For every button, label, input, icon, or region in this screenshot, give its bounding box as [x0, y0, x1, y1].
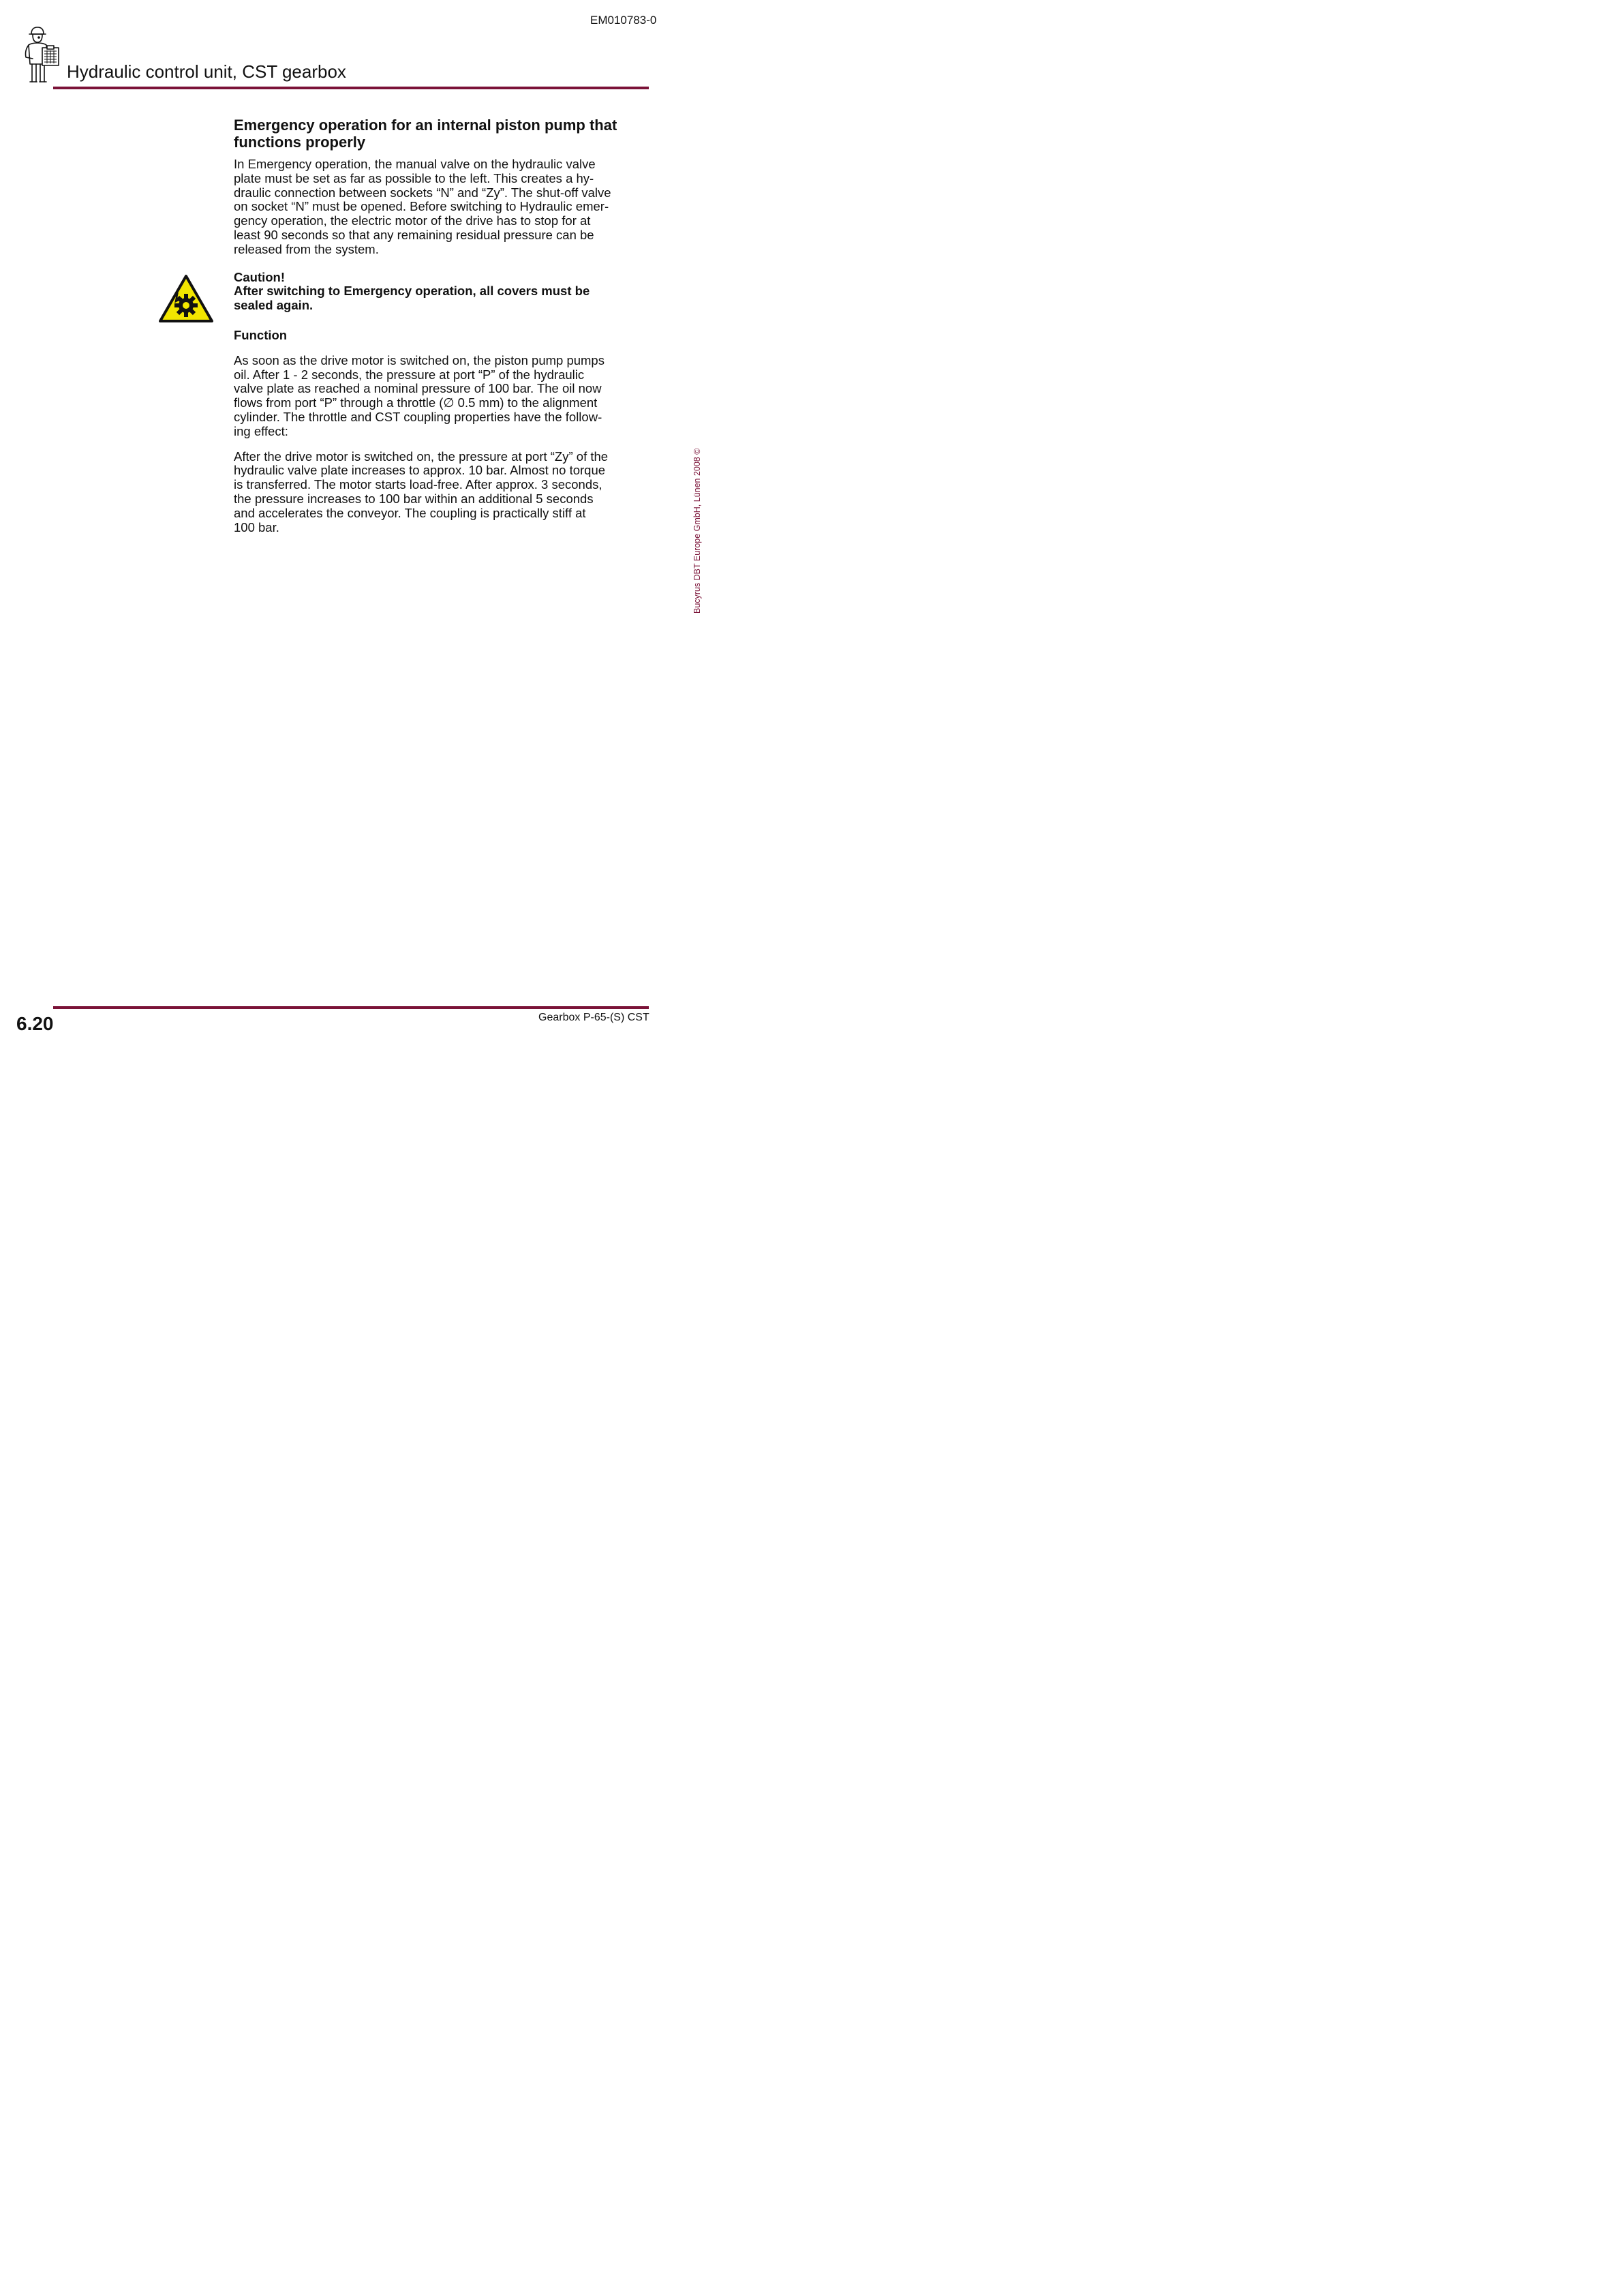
main-content	[234, 117, 651, 545]
text-line: the pressure increases to 100 bar within an additional 5 seconds	[234, 491, 594, 506]
header-rule	[53, 87, 649, 89]
intro-paragraph	[234, 157, 651, 257]
function-heading: Function	[234, 327, 288, 342]
text-line: gency operation, the electric motor of the drive has to stop for at	[234, 213, 591, 228]
function-paragraph-1	[234, 354, 651, 439]
footer-rule	[53, 1006, 649, 1009]
document-name: Gearbox P-65-(S) CST	[538, 1012, 649, 1023]
text-line: and accelerates the conveyor. The coupling is practically stiff at	[234, 505, 586, 520]
document-code: EM010783-0	[590, 14, 657, 27]
text-line: In Emergency operation, the manual valve on the hydraulic valve	[234, 157, 596, 171]
page-title: Hydraulic control unit, CST gearbox	[67, 61, 346, 82]
text-line: released from the system.	[234, 241, 379, 256]
text-line: oil. After 1 - 2 seconds, the pressure at port “P” of the hydraulic	[234, 367, 585, 382]
caution-title: Caution!	[234, 269, 286, 284]
caution-text	[234, 284, 651, 313]
section-heading: Emergency operation for an internal piston pump that functions properly	[234, 117, 617, 151]
technician-with-clipboard-icon	[22, 25, 63, 85]
text-line: 100 bar.	[234, 519, 279, 534]
text-line: least 90 seconds so that any remaining residual pressure can be	[234, 227, 594, 242]
text-line: draulic connection between sockets “N” and “Zy”. The shut-off valve	[234, 185, 611, 200]
page-number: 6.20	[16, 1013, 54, 1034]
text-line: sealed again.	[234, 298, 313, 313]
text-line: After the drive motor is switched on, the pressure at port “Zy” of the	[234, 449, 609, 464]
text-line: on socket “N” must be opened. Before switching to Hydraulic emer-	[234, 199, 609, 214]
text-line: flows from port “P” through a throttle (∅ 0.5 mm) to the alignment	[234, 395, 598, 410]
text-line: After switching to Emergency operation, all covers must be	[234, 284, 590, 299]
text-line: plate must be set as far as possible to the left. This creates a hy-	[234, 170, 594, 185]
text-line: As soon as the drive motor is switched on, the piston pump pumps	[234, 352, 605, 367]
copyright-note: Bucyrus DBT Europe GmbH, Lünen 2008 ©	[692, 448, 702, 614]
text-line: ing effect:	[234, 423, 288, 438]
text-line: hydraulic valve plate increases to approx. 10 bar. Almost no torque	[234, 463, 606, 478]
text-line: cylinder. The throttle and CST coupling properties have the follow-	[234, 409, 602, 424]
rotating-parts-warning-icon	[158, 274, 214, 323]
function-paragraph-2	[234, 450, 651, 535]
text-line: valve plate as reached a nominal pressure of 100 bar. The oil now	[234, 381, 602, 396]
caution-block	[234, 271, 651, 313]
text-line: is transferred. The motor starts load-free. After approx. 3 seconds,	[234, 477, 602, 492]
